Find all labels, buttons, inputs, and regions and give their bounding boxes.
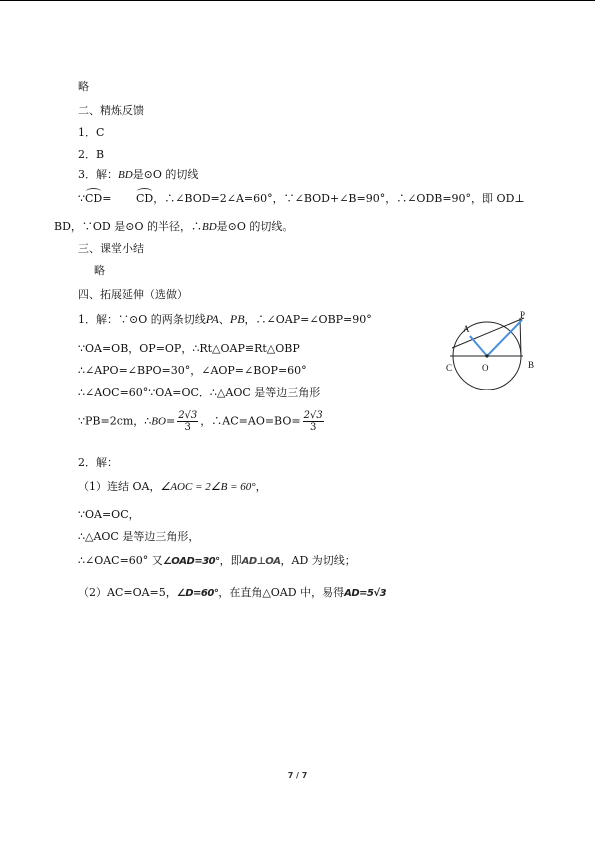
answer-3-proof-line-1: [78, 192, 525, 206]
text-l9: 略: [94, 264, 105, 277]
text-bo: BO: [151, 415, 166, 428]
text-l20b: ，即: [219, 554, 242, 567]
fraction-denominator: 3: [184, 422, 191, 433]
extension-2-line-5: [78, 586, 386, 601]
extension-2-line-1: [78, 480, 267, 494]
text-l7a: BD，∵OD 是⊙O 的半径，∴: [54, 220, 202, 233]
text-l11a: 1．解：∵⊙O 的两条切线: [78, 313, 206, 326]
text-l3: 1．C: [78, 126, 105, 139]
label-a: A: [463, 324, 470, 334]
answer-2: [78, 148, 104, 162]
text-pa: PA: [205, 312, 219, 326]
section-heading-3: [78, 242, 144, 256]
text-pb: PB: [229, 312, 245, 326]
text-l5c: 是⊙O 的切线: [132, 168, 199, 181]
fraction-numerator: 2√3: [178, 410, 198, 421]
text-l7b: BD: [201, 221, 217, 233]
extension-2-line-4: [78, 554, 356, 569]
text-l11c: ，∴∠OAP=∠OBP=90°: [244, 313, 372, 326]
extension-2-line-3: [78, 530, 199, 544]
text-l2: 二、精炼反馈: [78, 104, 144, 117]
text-l20c: ，AD 为切线；: [280, 554, 356, 567]
extension-1-line-3: [78, 364, 307, 378]
text-l16: 2．解：: [78, 456, 118, 469]
extension-1-line-5: [78, 410, 326, 433]
label-o: O: [482, 363, 489, 373]
text-l6a: ∵: [78, 192, 85, 205]
text-l18: ∵OA=OC，: [78, 508, 140, 521]
formula-ad-length: AD=5√3: [344, 588, 387, 599]
text-l4: 2．B: [78, 148, 105, 161]
text-l15b: ，∴AC=AO=BO=: [200, 414, 301, 428]
formula-ad-perp-oa: AD⊥OA: [241, 556, 281, 567]
fraction-ac: [303, 410, 324, 433]
page-number: 7 / 7: [287, 771, 308, 780]
geometry-figure: [444, 310, 544, 390]
segment-ao: [470, 336, 487, 356]
arc-cd-1: CD: [85, 192, 103, 205]
extension-1-line-2: [78, 342, 300, 356]
text-l7c: 是⊙O 的切线。: [216, 220, 294, 233]
answer-1: [78, 126, 104, 140]
text-l5b: BD: [118, 169, 133, 181]
text-l13: ∴∠APO=∠BPO=30°，∠AOP=∠BOP=60°: [78, 364, 307, 377]
segment-op: [487, 320, 522, 356]
text-l15a: ∵PB=2cm，∴: [78, 414, 152, 428]
text-l6b: =: [102, 192, 112, 205]
fraction-numerator-2: 2√3: [303, 410, 323, 421]
text-l21b: ，在直角△OAD 中，易得: [218, 586, 345, 599]
text-l17b: ，: [255, 480, 267, 493]
text-l6c: ，∴∠BOD=2∠A=60°，∵∠BOD+∠B=90°，∴∠ODB=90°，即 OD⊥: [153, 192, 525, 205]
text-l8: 三、课堂小结: [78, 242, 144, 255]
text-l14: ∴∠AOC=60°∵OA=OC．∴△AOC 是等边三角形: [78, 386, 321, 399]
section-heading-4: [78, 288, 188, 302]
extension-2-heading: [78, 456, 118, 470]
label-b: B: [528, 360, 535, 370]
arc-cd-2: CD: [135, 192, 154, 205]
text-l5a: 3．解：: [78, 168, 118, 181]
text-l21a: （2）AC=OA=5，: [78, 586, 177, 599]
text-l20a: ∴∠OAC=60° 又: [78, 554, 163, 567]
label-c: C: [446, 363, 453, 373]
extension-1-line-4: [78, 386, 320, 400]
answer-3: [78, 168, 198, 182]
text-l11b: 、: [218, 313, 230, 326]
text-l19: ∴△AOC 是等边三角形，: [78, 530, 200, 543]
formula-angle-d: ∠D=60°: [176, 588, 219, 599]
extension-1-line-1: [78, 312, 372, 327]
summary-text: [94, 264, 105, 278]
text-l12: ∵OA=OB，OP=OP，∴Rt△OAP≌Rt△OBP: [78, 342, 300, 355]
top-border: [0, 0, 595, 1]
text-eq: =: [165, 414, 176, 428]
text-line-1: [78, 80, 89, 94]
formula-oad: ∠OAD=30°: [162, 556, 220, 567]
extension-2-line-2: [78, 508, 140, 522]
text-l17a: （1）连结 OA，: [78, 480, 161, 493]
text-l1: 略: [78, 80, 89, 93]
text-l10: 四、拓展延伸（选做）: [78, 288, 188, 301]
formula-aoc: ∠AOC = 2∠B = 60°: [160, 481, 256, 493]
fraction-denominator-2: 3: [309, 422, 317, 433]
center-point-o: [485, 354, 488, 357]
label-p: P: [520, 310, 526, 320]
answer-3-proof-line-2: [54, 220, 293, 234]
fraction-bo: [177, 410, 198, 433]
section-heading-2: [78, 104, 144, 118]
